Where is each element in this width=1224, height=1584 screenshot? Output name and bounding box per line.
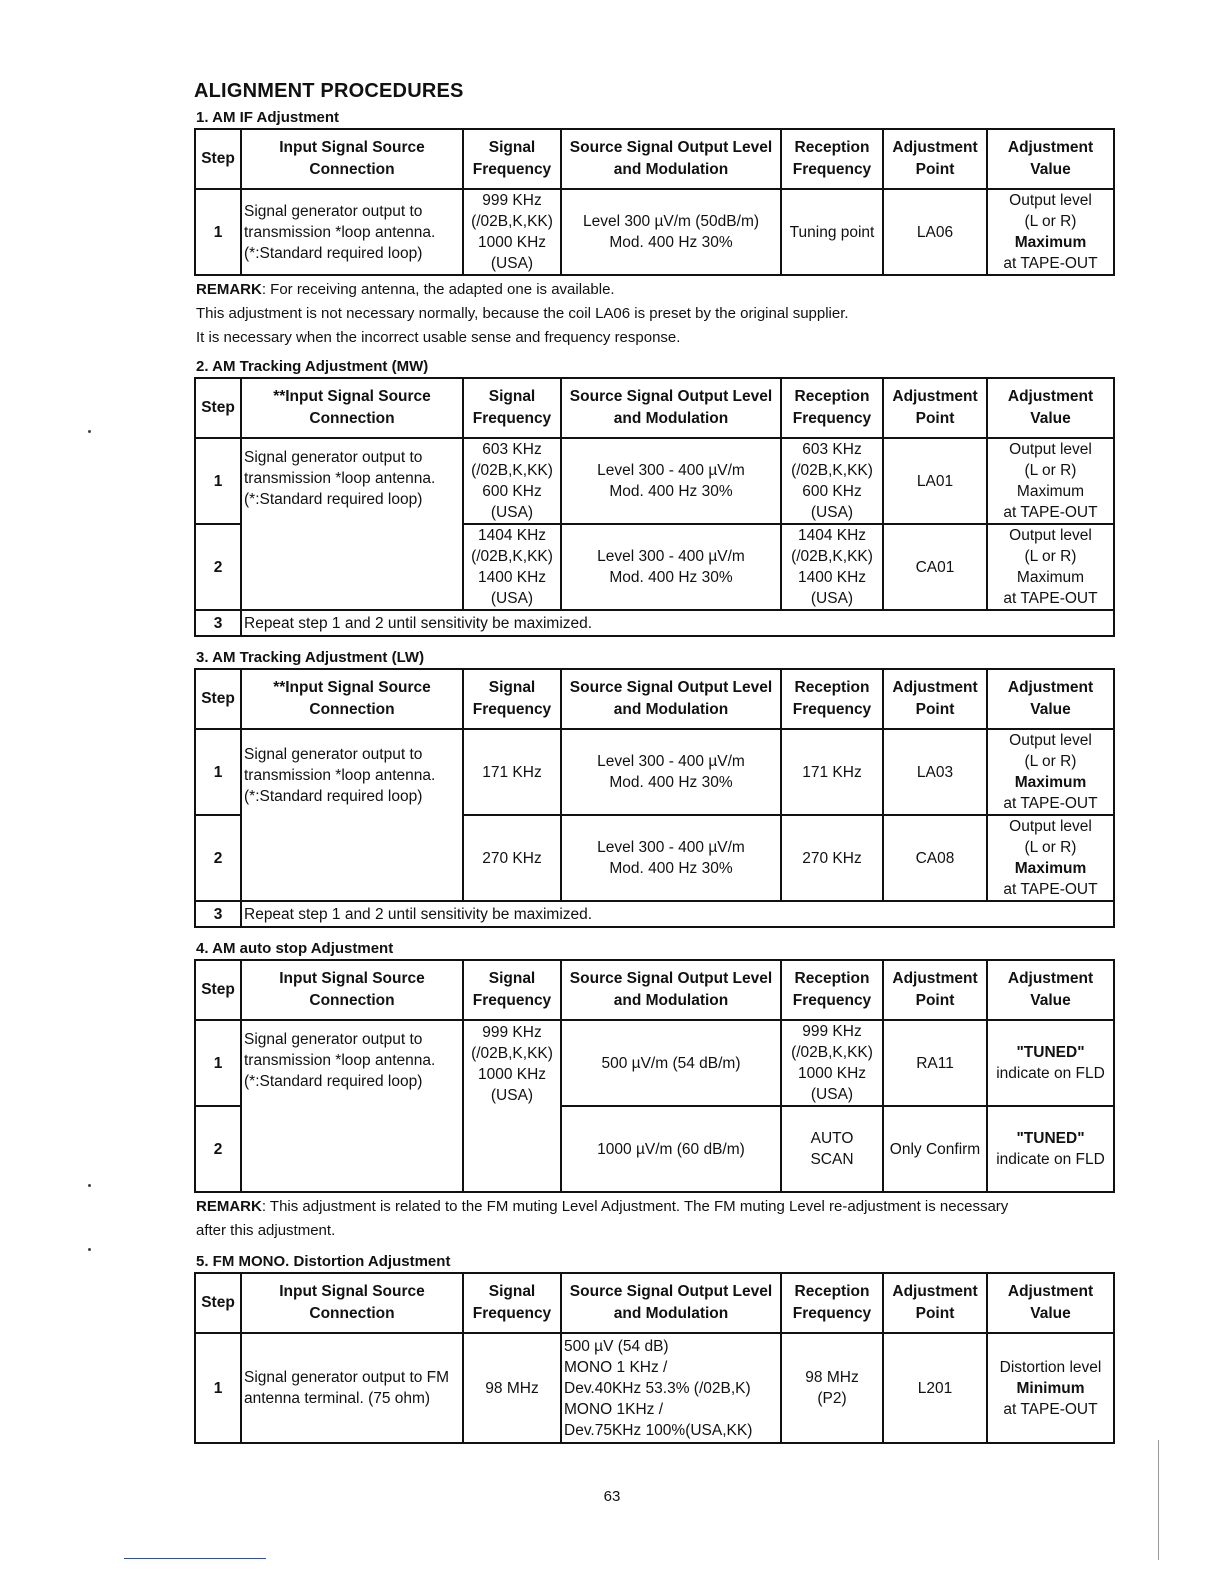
page-number: 63 [603, 1488, 621, 1505]
table-row [195, 524, 1114, 610]
table-row [195, 1333, 1114, 1443]
table-fm-mono [194, 1272, 1115, 1444]
header-step: Step [195, 129, 241, 189]
header-source: **Input Signal Source Connection [241, 378, 463, 438]
header-value: Adjustment Value [987, 378, 1114, 438]
point-cell: CA08 [883, 815, 987, 901]
frequency-cell: 171 KHz [463, 729, 561, 815]
reception-cell: 98 MHz (P2) [781, 1333, 883, 1443]
source-cell: Signal generator output to transmission *loop antenna. (*:Standard required loop) [241, 189, 463, 275]
table-am-if [194, 128, 1115, 276]
table-am-tracking-mw [194, 377, 1115, 637]
scan-speck [88, 430, 91, 433]
reception-cell: AUTO SCAN [781, 1106, 883, 1192]
scan-speck [88, 1184, 91, 1187]
point-cell: L201 [883, 1333, 987, 1443]
header-source: Input Signal Source Connection [241, 129, 463, 189]
header-point: Adjustment Point [883, 378, 987, 438]
header-point: Adjustment Point [883, 1273, 987, 1333]
header-source: Input Signal Source Connection [241, 960, 463, 1020]
header-reception: Reception Frequency [781, 378, 883, 438]
footer-rule [124, 1558, 266, 1559]
repeat-cell: Repeat step 1 and 2 until sensitivity be maximized. [241, 901, 1114, 927]
step-cell: 2 [195, 815, 241, 901]
value-cell: Output level (L or R) Maximum at TAPE-OUT [987, 815, 1114, 901]
value-cell: "TUNED" indicate on FLD [987, 1020, 1114, 1106]
header-reception: Reception Frequency [781, 1273, 883, 1333]
header-source: Input Signal Source Connection [241, 1273, 463, 1333]
level-cell: Level 300 - 400 µV/m Mod. 400 Hz 30% [561, 524, 781, 610]
header-value: Adjustment Value [987, 960, 1114, 1020]
step-cell: 2 [195, 1106, 241, 1192]
step-cell: 1 [195, 438, 241, 524]
scan-edge-mark [1158, 1440, 1159, 1560]
reception-cell: 270 KHz [781, 815, 883, 901]
table-row [195, 610, 1114, 636]
table-row [195, 1020, 1114, 1106]
header-step: Step [195, 1273, 241, 1333]
source-cell: Signal generator output to transmission *loop antenna. (*:Standard required loop) [241, 729, 463, 815]
value-cell: Output level (L or R) Maximum at TAPE-OUT [987, 524, 1114, 610]
header-value: Adjustment Value [987, 1273, 1114, 1333]
section-title-fm-mono: 5. FM MONO. Distortion Adjustment [196, 1253, 451, 1270]
source-cell-empty [241, 524, 463, 610]
remark-line: It is necessary when the incorrect usable sense and frequency response. [196, 329, 681, 346]
remark-line: after this adjustment. [196, 1222, 336, 1239]
header-reception: Reception Frequency [781, 129, 883, 189]
table-row [195, 901, 1114, 927]
section-title-am-tracking-lw: 3. AM Tracking Adjustment (LW) [196, 649, 425, 666]
header-level: Source Signal Output Level and Modulation [561, 1273, 781, 1333]
frequency-cell-empty [463, 1106, 561, 1192]
header-frequency: Signal Frequency [463, 1273, 561, 1333]
step-cell: 1 [195, 189, 241, 275]
header-level: Source Signal Output Level and Modulation [561, 129, 781, 189]
value-cell: "TUNED" indicate on FLD [987, 1106, 1114, 1192]
header-point: Adjustment Point [883, 960, 987, 1020]
section-title-am-auto-stop: 4. AM auto stop Adjustment [196, 940, 394, 957]
level-cell: Level 300 - 400 µV/m Mod. 400 Hz 30% [561, 438, 781, 524]
point-cell: LA03 [883, 729, 987, 815]
header-source: **Input Signal Source Connection [241, 669, 463, 729]
step-cell: 1 [195, 729, 241, 815]
frequency-cell: 1404 KHz (/02B,K,KK) 1400 KHz (USA) [463, 524, 561, 610]
level-cell: Level 300 - 400 µV/m Mod. 400 Hz 30% [561, 815, 781, 901]
header-reception: Reception Frequency [781, 669, 883, 729]
reception-cell: 1404 KHz (/02B,K,KK) 1400 KHz (USA) [781, 524, 883, 610]
reception-cell: 171 KHz [781, 729, 883, 815]
repeat-cell: Repeat step 1 and 2 until sensitivity be maximized. [241, 610, 1114, 636]
point-cell: Only Confirm [883, 1106, 987, 1192]
header-point: Adjustment Point [883, 669, 987, 729]
remark-block [194, 1195, 1114, 1243]
scan-speck [88, 1248, 91, 1251]
section-title-am-tracking-mw: 2. AM Tracking Adjustment (MW) [196, 358, 429, 375]
source-cell: Signal generator output to transmission *loop antenna. (*:Standard required loop) [241, 1020, 463, 1106]
table-header-row [195, 378, 1114, 438]
level-cell: Level 300 µV/m (50dB/m) Mod. 400 Hz 30% [561, 189, 781, 275]
header-step: Step [195, 960, 241, 1020]
step-cell: 3 [195, 610, 241, 636]
frequency-cell: 603 KHz (/02B,K,KK) 600 KHz (USA) [463, 438, 561, 524]
reception-cell: 603 KHz (/02B,K,KK) 600 KHz (USA) [781, 438, 883, 524]
level-cell: Level 300 - 400 µV/m Mod. 400 Hz 30% [561, 729, 781, 815]
header-step: Step [195, 669, 241, 729]
remark-line: This adjustment is not necessary normally, because the coil LA06 is preset by the original supplier. [196, 305, 849, 322]
table-row [195, 189, 1114, 275]
reception-cell: 999 KHz (/02B,K,KK) 1000 KHz (USA) [781, 1020, 883, 1106]
table-am-tracking-lw [194, 668, 1115, 928]
source-cell-empty [241, 815, 463, 901]
header-step: Step [195, 378, 241, 438]
remark-line: REMARK: For receiving antenna, the adapted one is available. [196, 281, 615, 298]
level-cell: 1000 µV/m (60 dB/m) [561, 1106, 781, 1192]
header-frequency: Signal Frequency [463, 669, 561, 729]
header-level: Source Signal Output Level and Modulation [561, 669, 781, 729]
level-cell: 500 µV/m (54 dB/m) [561, 1020, 781, 1106]
table-header-row [195, 1273, 1114, 1333]
table-row [195, 815, 1114, 901]
value-cell: Output level (L or R) Maximum at TAPE-OUT [987, 729, 1114, 815]
header-value: Adjustment Value [987, 669, 1114, 729]
value-cell: Distortion level Minimum at TAPE-OUT [987, 1333, 1114, 1443]
header-frequency: Signal Frequency [463, 378, 561, 438]
frequency-cell: 999 KHz (/02B,K,KK) 1000 KHz (USA) [463, 189, 561, 275]
remark-block [194, 278, 1114, 350]
frequency-cell: 98 MHz [463, 1333, 561, 1443]
value-cell: Output level (L or R) Maximum at TAPE-OUT [987, 189, 1114, 275]
header-frequency: Signal Frequency [463, 960, 561, 1020]
page-title: ALIGNMENT PROCEDURES [194, 80, 464, 102]
frequency-cell: 270 KHz [463, 815, 561, 901]
header-reception: Reception Frequency [781, 960, 883, 1020]
point-cell: CA01 [883, 524, 987, 610]
step-cell: 3 [195, 901, 241, 927]
source-cell-empty [241, 1106, 463, 1192]
frequency-cell: 999 KHz (/02B,K,KK) 1000 KHz (USA) [463, 1020, 561, 1106]
source-cell: Signal generator output to FM antenna terminal. (75 ohm) [241, 1333, 463, 1443]
header-point: Adjustment Point [883, 129, 987, 189]
point-cell: RA11 [883, 1020, 987, 1106]
header-frequency: Signal Frequency [463, 129, 561, 189]
header-value: Adjustment Value [987, 129, 1114, 189]
table-header-row [195, 129, 1114, 189]
table-row [195, 1106, 1114, 1192]
header-level: Source Signal Output Level and Modulation [561, 960, 781, 1020]
section-title-am-if: 1. AM IF Adjustment [196, 109, 340, 126]
table-am-auto-stop [194, 959, 1115, 1193]
table-row [195, 438, 1114, 524]
table-row [195, 729, 1114, 815]
point-cell: LA01 [883, 438, 987, 524]
header-level: Source Signal Output Level and Modulation [561, 378, 781, 438]
step-cell: 2 [195, 524, 241, 610]
reception-cell: Tuning point [781, 189, 883, 275]
document-page [194, 80, 1114, 1444]
step-cell: 1 [195, 1020, 241, 1106]
level-cell: 500 µV (54 dB) MONO 1 KHz / Dev.40KHz 53.3% (/02B,K) MONO 1KHz / Dev.75KHz 100%(USA,KK) [561, 1333, 781, 1443]
remark-line: REMARK: This adjustment is related to the FM muting Level Adjustment. The FM muting Level re-adjustment is necessary [196, 1198, 1009, 1215]
table-header-row [195, 669, 1114, 729]
table-header-row [195, 960, 1114, 1020]
value-cell: Output level (L or R) Maximum at TAPE-OUT [987, 438, 1114, 524]
step-cell: 1 [195, 1333, 241, 1443]
point-cell: LA06 [883, 189, 987, 275]
source-cell: Signal generator output to transmission *loop antenna. (*:Standard required loop) [241, 438, 463, 524]
